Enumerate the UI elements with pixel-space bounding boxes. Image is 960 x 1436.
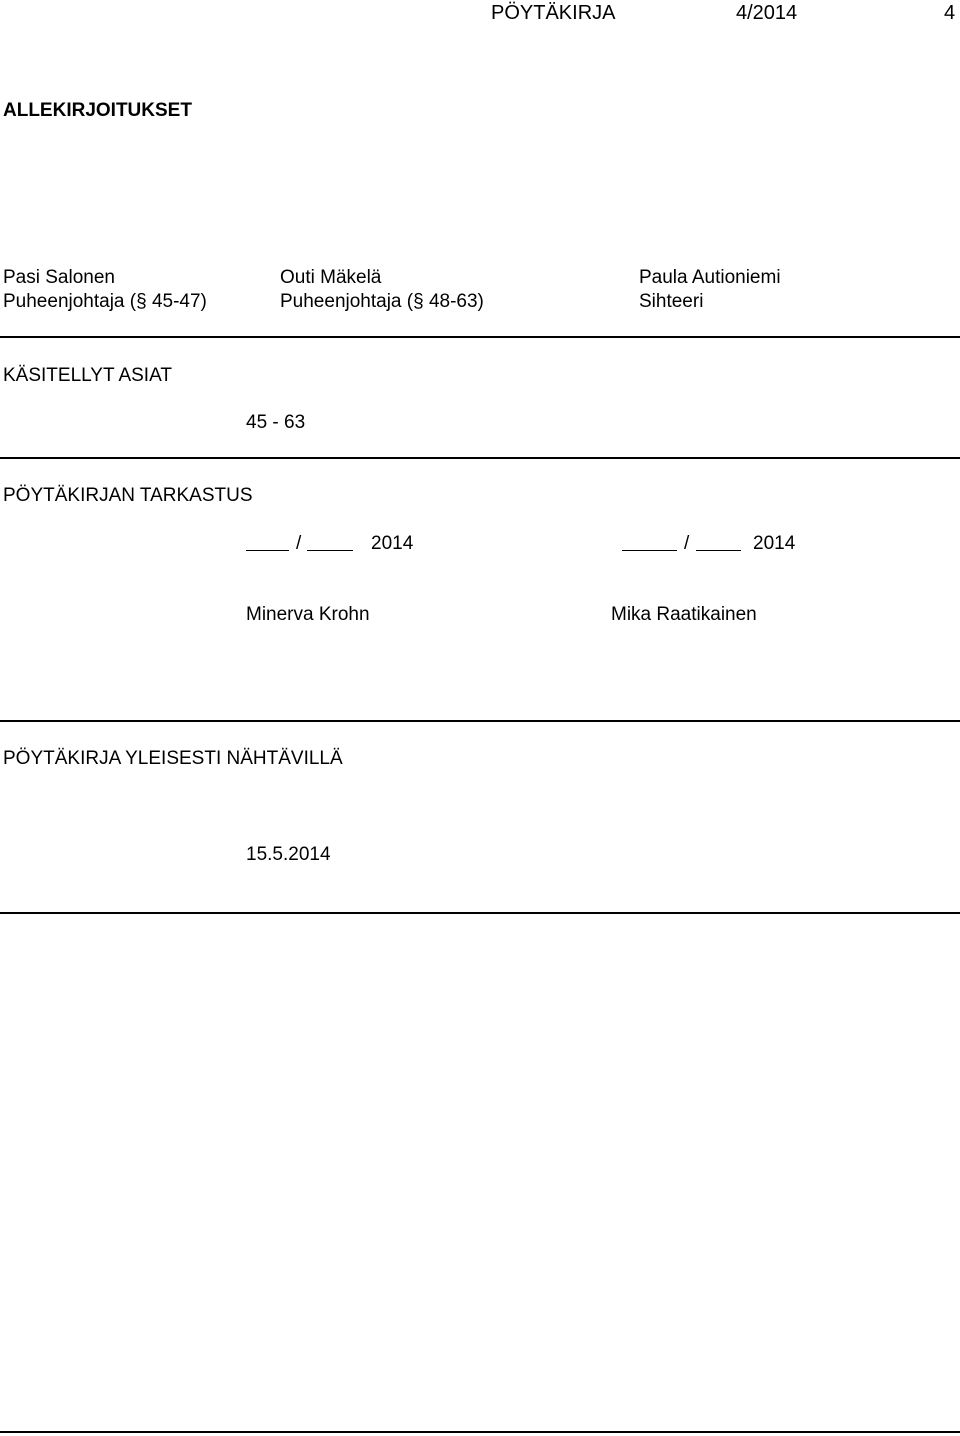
day-blank bbox=[622, 550, 677, 551]
review-heading: PÖYTÄKIRJAN TARKASTUS bbox=[3, 485, 253, 506]
signatures-heading: ALLEKIRJOITUKSET bbox=[3, 100, 192, 121]
date-separator: / bbox=[684, 533, 690, 554]
page-bottom-rule bbox=[0, 1431, 960, 1433]
signer-role: Puheenjohtaja (§ 48-63) bbox=[280, 291, 484, 312]
reviewer-name: Minerva Krohn bbox=[246, 604, 370, 625]
date-separator: / bbox=[296, 533, 302, 554]
signer-role: Puheenjohtaja (§ 45-47) bbox=[3, 291, 207, 312]
review-year: 2014 bbox=[371, 533, 414, 554]
review-year: 2014 bbox=[753, 533, 796, 554]
handled-matters-range: 45 - 63 bbox=[246, 412, 306, 433]
signer-name: Paula Autioniemi bbox=[639, 267, 781, 288]
handled-matters-heading: KÄSITELLYT ASIAT bbox=[3, 365, 172, 386]
section-divider bbox=[0, 720, 960, 722]
public-display-date: 15.5.2014 bbox=[246, 844, 331, 865]
page-number: 4 bbox=[944, 2, 956, 24]
document-type: PÖYTÄKIRJA bbox=[491, 2, 616, 24]
reviewer-name: Mika Raatikainen bbox=[611, 604, 757, 625]
day-blank bbox=[246, 550, 289, 551]
issue-number: 4/2014 bbox=[736, 2, 798, 24]
signer-role: Sihteeri bbox=[639, 291, 704, 312]
month-blank bbox=[696, 550, 741, 551]
signer-name: Pasi Salonen bbox=[3, 267, 115, 288]
section-divider bbox=[0, 457, 960, 459]
section-divider bbox=[0, 912, 960, 914]
public-display-heading: PÖYTÄKIRJA YLEISESTI NÄHTÄVILLÄ bbox=[3, 748, 343, 769]
signer-name: Outi Mäkelä bbox=[280, 267, 382, 288]
section-divider bbox=[0, 336, 960, 338]
month-blank bbox=[307, 550, 353, 551]
